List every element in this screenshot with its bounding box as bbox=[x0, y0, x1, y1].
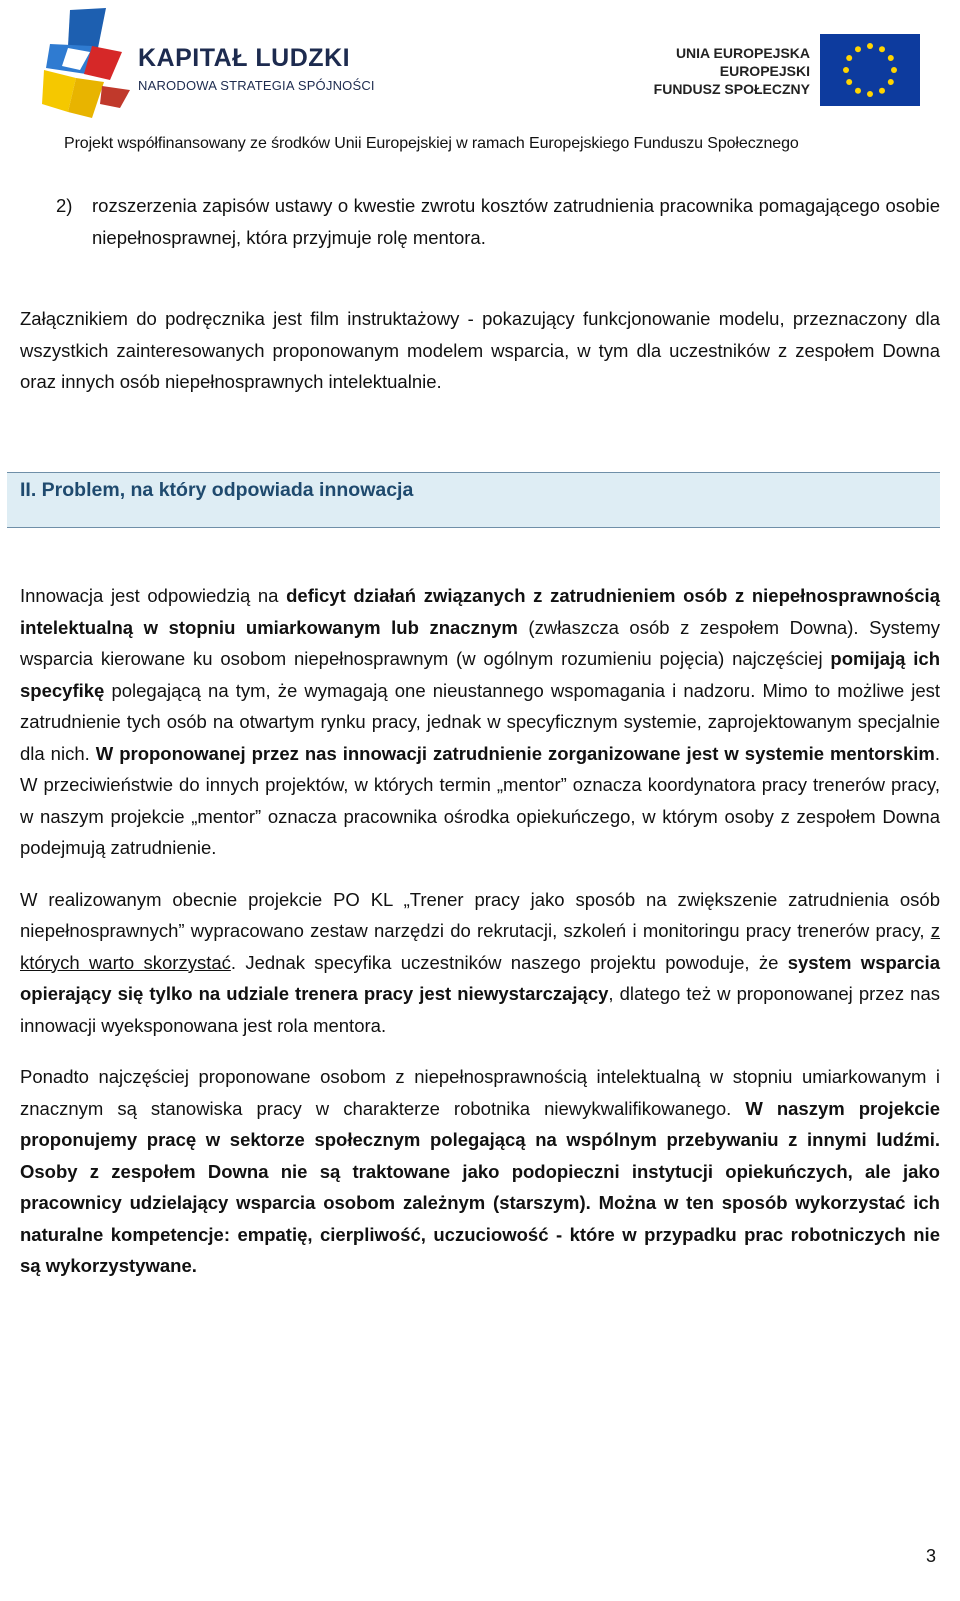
text-run: . W przeciwieństwie do innych projektów, w których termin „mentor” oznacza koordynatora pracy trenerów pracy, w naszym projekcie „mentor” oznacza pracownika ośrodka opiekuńczego, w którym osoby z zespołem Downa podejmują zatrudnienie. bbox=[20, 742, 940, 858]
bold-run: system wsparcia opierający się tylko na udziale trenera pracy jest niewystarczający bbox=[20, 951, 940, 1004]
list-number: 2) bbox=[56, 195, 73, 216]
page-header bbox=[0, 0, 960, 160]
bold-run: pomijają ich specyfikę bbox=[20, 648, 941, 701]
list-item bbox=[20, 190, 940, 253]
text-run: Innowacja jest odpowiedzią na bbox=[20, 585, 287, 606]
cofinancing-note: Projekt współfinansowany ze środków Unii Europejskiej w ramach Europejskiego Funduszu Społecznego bbox=[64, 135, 799, 152]
attachment-paragraph: Załącznikiem do podręcznika jest film instruktażowy - pokazujący funkcjonowanie modelu, przeznaczony dla wszystkich zainteresowanych proponowanym modelem wsparcia, w tym dla uczestników z zespołem Downa oraz innych osób niepełnosprawnych intelektualnie. bbox=[20, 308, 940, 392]
document-body bbox=[20, 190, 940, 398]
kapital-ludzki-subtitle: NARODOWA STRATEGIA SPÓJNOŚCI bbox=[138, 78, 375, 93]
eu-flag-icon bbox=[820, 34, 920, 106]
eu-line-2: EUROPEJSKI bbox=[719, 63, 810, 79]
kapital-ludzki-title: KAPITAŁ LUDZKI bbox=[138, 44, 351, 72]
text-run: Ponadto najczęściej proponowane osobom z niepełnosprawnością intelektualną w stopniu umiarkowanym i znacznym są stanowiska pracy w charakterze robotnika niewykwalifikowanego. bbox=[20, 1066, 940, 1119]
paragraph-trener bbox=[20, 884, 940, 1042]
text-run: . Jednak specyfika uczestników naszego projektu powoduje, że bbox=[230, 951, 788, 973]
paragraph-sector bbox=[20, 1061, 940, 1282]
eu-fund-text bbox=[654, 44, 810, 98]
section-heading: II. Problem, na który odpowiada innowacja bbox=[20, 479, 414, 501]
text-run: , dlatego też w proponowanej przez nas innowacji wyeksponowana jest rola mentora. bbox=[20, 983, 940, 1036]
text-run: W realizowanym obecnie projekcie PO KL „Trener pracy jako sposób na zwiększenie zatrudnienia osób niepełnosprawnych” wypracowano zestaw narzędzi do rekrutacji, szkoleń i monitoringu pracy trenerów pracy, bbox=[20, 888, 940, 941]
list-item-text: rozszerzenia zapisów ustawy o kwestie zwrotu kosztów zatrudnienia pracownika pomagającego osobie niepełnosprawnej, która przyjmuje rolę mentora. bbox=[92, 195, 940, 248]
bold-run: deficyt działań związanych z zatrudnieniem osób z niepełnosprawnością intelektualną w stopniu umiarkowanym lub znacznym bbox=[20, 585, 940, 638]
text-run: (zwłaszcza osób z zespołem Downa). Systemy wsparcia kierowane ku osobom niepełnosprawnym (w ogólnym rozumieniu pojęcia) najczęściej bbox=[20, 616, 941, 669]
section-body bbox=[20, 580, 940, 1282]
paragraph-innovation bbox=[20, 580, 940, 864]
underlined-link[interactable]: z których warto skorzystać bbox=[20, 920, 940, 973]
eu-line-3: FUNDUSZ SPOŁECZNY bbox=[653, 81, 810, 97]
bold-run: W naszym projekcie proponujemy pracę w sektorze społecznym polegającą na wspólnym przebywaniu z innymi ludźmi. Osoby z zespołem Downa nie są traktowane jako podopieczni instytucji opiekuńczych, ale jako pracownicy udzielający wsparcia osobom zależnym (starszym). Można w ten sposób wykorzystać ich naturalne kompetencje: empatię, cierpliwość, uczuciowość - które w przypadku prac robotniczych nie są wykorzystywane. bbox=[20, 1097, 940, 1276]
page-number: 3 bbox=[925, 1546, 936, 1566]
kapital-ludzki-logo bbox=[40, 8, 145, 120]
eu-line-1: UNIA EUROPEJSKA bbox=[675, 45, 810, 61]
text-run: polegającą na tym, że wymagają one nieustannego wspomagania i nadzoru. Mimo to możliwe jest zatrudnienie tych osób na otwartym rynku pracy, jednak w specyficznym systemie, zaprojektowanym specjalnie dla nich. bbox=[20, 679, 940, 764]
section-heading-box bbox=[7, 472, 940, 528]
bold-run: W proponowanej przez nas innowacji zatrudnienie zorganizowane jest w systemie mentorskim bbox=[95, 742, 935, 764]
